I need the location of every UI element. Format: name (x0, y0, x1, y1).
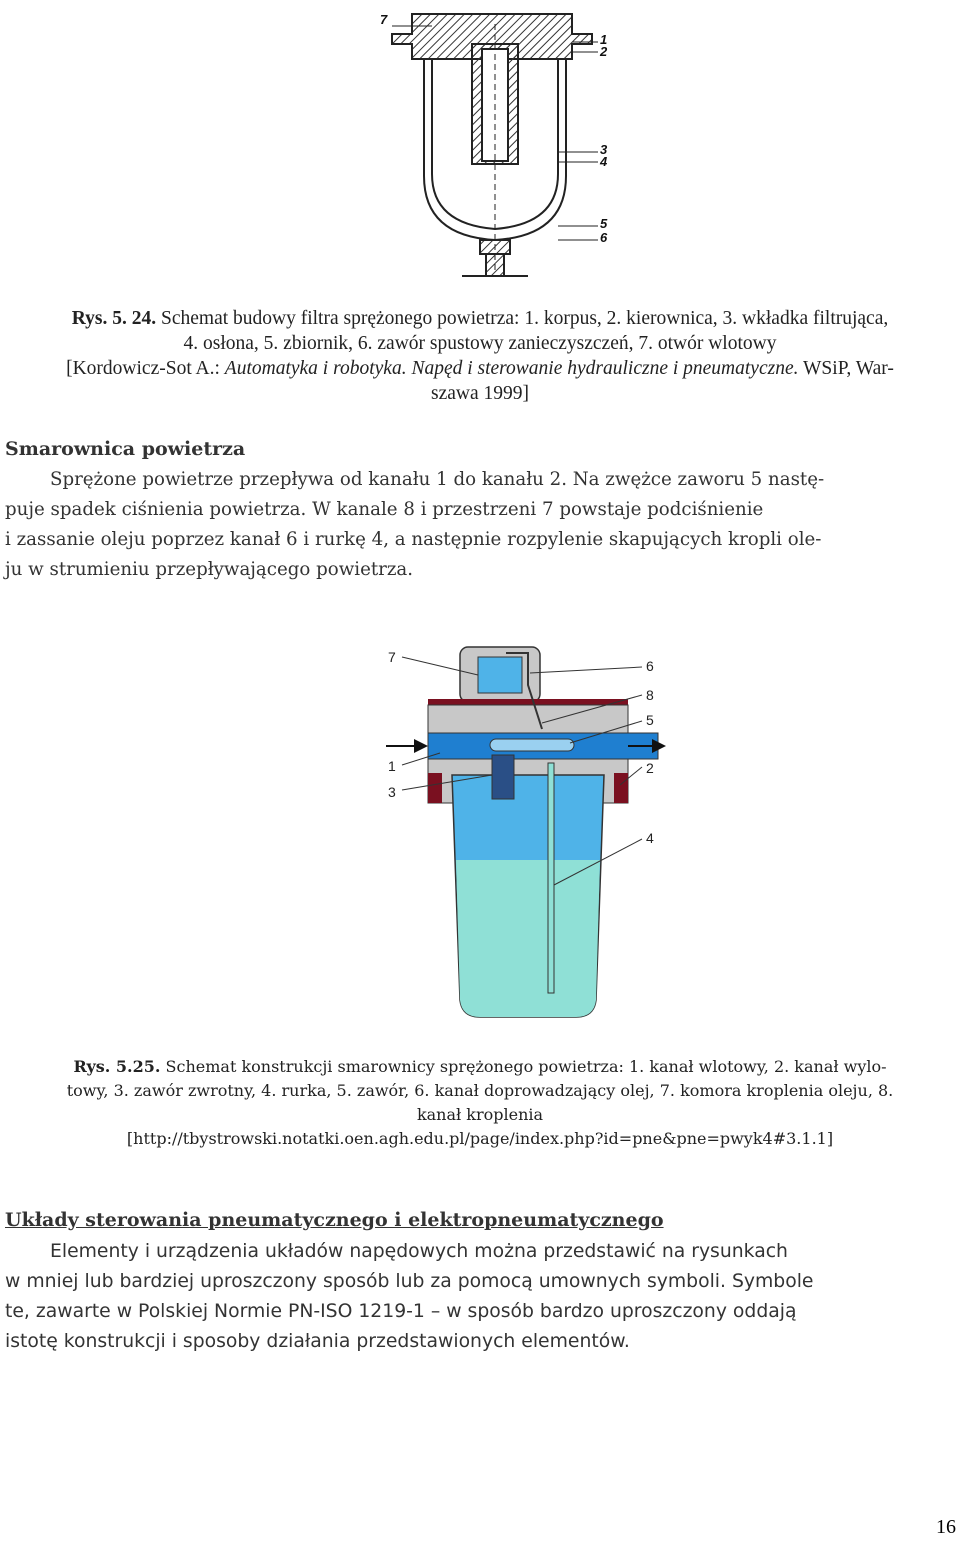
caption1-line2: 4. osłona, 5. zbiornik, 6. zawór spustowy zanieczyszczeń, 7. otwór wlotowy (183, 333, 777, 354)
fig2-label-2: 2 (646, 760, 654, 776)
fig2-label-1: 1 (388, 758, 396, 774)
figure-caption-2 (0, 1055, 960, 1151)
section2-line1: Elementy i urządzenia układów napędowych można przedstawić na rysunkach (50, 1241, 788, 1262)
figure-caption-1 (0, 306, 960, 406)
caption1-line3a: [Kordowicz-Sot A.: (66, 358, 225, 379)
section2-line4: istotę konstrukcji i sposoby działania przedstawionych elementów. (5, 1331, 630, 1352)
caption1-line1: Schemat budowy filtra sprężonego powietrza: 1. korpus, 2. kierownica, 3. wkładka filtrująca, (156, 308, 889, 329)
section2-paragraph (5, 1237, 960, 1357)
page-number: 16 (936, 1516, 956, 1538)
caption2-source: [http://tbystrowski.notatki.oen.agh.edu.pl/page/index.php?id=pne&pne=pwyk4#3.1.1] (126, 1129, 834, 1148)
fig2-label-3: 3 (388, 784, 396, 800)
fig1-label-5: 5 (600, 216, 608, 231)
fig1-label-2: 2 (600, 44, 608, 59)
fig1-label-3: 3 (600, 142, 608, 157)
caption2-line3: kanał kroplenia (416, 1105, 544, 1124)
fig1-label-4: 4 (600, 154, 608, 169)
caption1-label: Rys. 5. 24. (71, 308, 157, 329)
section1-paragraph (5, 465, 960, 585)
caption2-line1: Schemat konstrukcji smarownicy sprężonego powietrza: 1. kanał wlotowy, 2. kanał wylo- (160, 1057, 887, 1076)
caption2-label: Rys. 5.25. (73, 1057, 161, 1076)
caption2-line2: towy, 3. zawór zwrotny, 4. rurka, 5. zawór, 6. kanał doprowadzający olej, 7. komora kroplenia oleju, 8. (66, 1081, 894, 1100)
fig1-label-7: 7 (380, 12, 388, 27)
section1-line3: i zassanie oleju poprzez kanał 6 i rurkę 4, a następnie rozpylenie skapujących kropli ole- (5, 529, 822, 550)
caption1-line3-italic: Automatyka i robotyka. Napęd i sterowanie hydrauliczne i pneumatyczne. (224, 358, 799, 379)
lubricator-diagram (380, 645, 670, 1025)
fig2-label-6: 6 (646, 658, 654, 674)
section2-line2: w mniej lub bardziej uproszczony sposób lub za pomocą umownych symboli. Symbole (5, 1271, 814, 1292)
filter-diagram (372, 4, 618, 286)
fig2-label-5: 5 (646, 712, 654, 728)
section1-line4: ju w strumieniu przepływającego powietrza. (5, 559, 414, 580)
section1-line1: Sprężone powietrze przepływa od kanału 1 do kanału 2. Na zwężce zaworu 5 nastę- (50, 469, 825, 490)
section-heading-lubricator: Smarownica powietrza (5, 438, 246, 460)
fig1-label-1: 1 (600, 32, 608, 47)
fig2-label-7: 7 (388, 649, 396, 665)
section-heading-control-systems: Układy sterowania pneumatycznego i elektropneumatycznego (5, 1209, 664, 1231)
section2-line3: te, zawarte w Polskiej Normie PN-ISO 1219-1 – w sposób bardzo uproszczony oddają (5, 1301, 797, 1322)
fig1-label-6: 6 (600, 230, 608, 245)
caption1-line3b: WSiP, War- (798, 358, 894, 379)
fig2-label-4: 4 (646, 830, 654, 846)
fig2-label-8: 8 (646, 687, 654, 703)
caption1-line4: szawa 1999] (430, 383, 529, 404)
section1-line2: puje spadek ciśnienia powietrza. W kanale 8 i przestrzeni 7 powstaje podciśnienie (5, 499, 764, 520)
